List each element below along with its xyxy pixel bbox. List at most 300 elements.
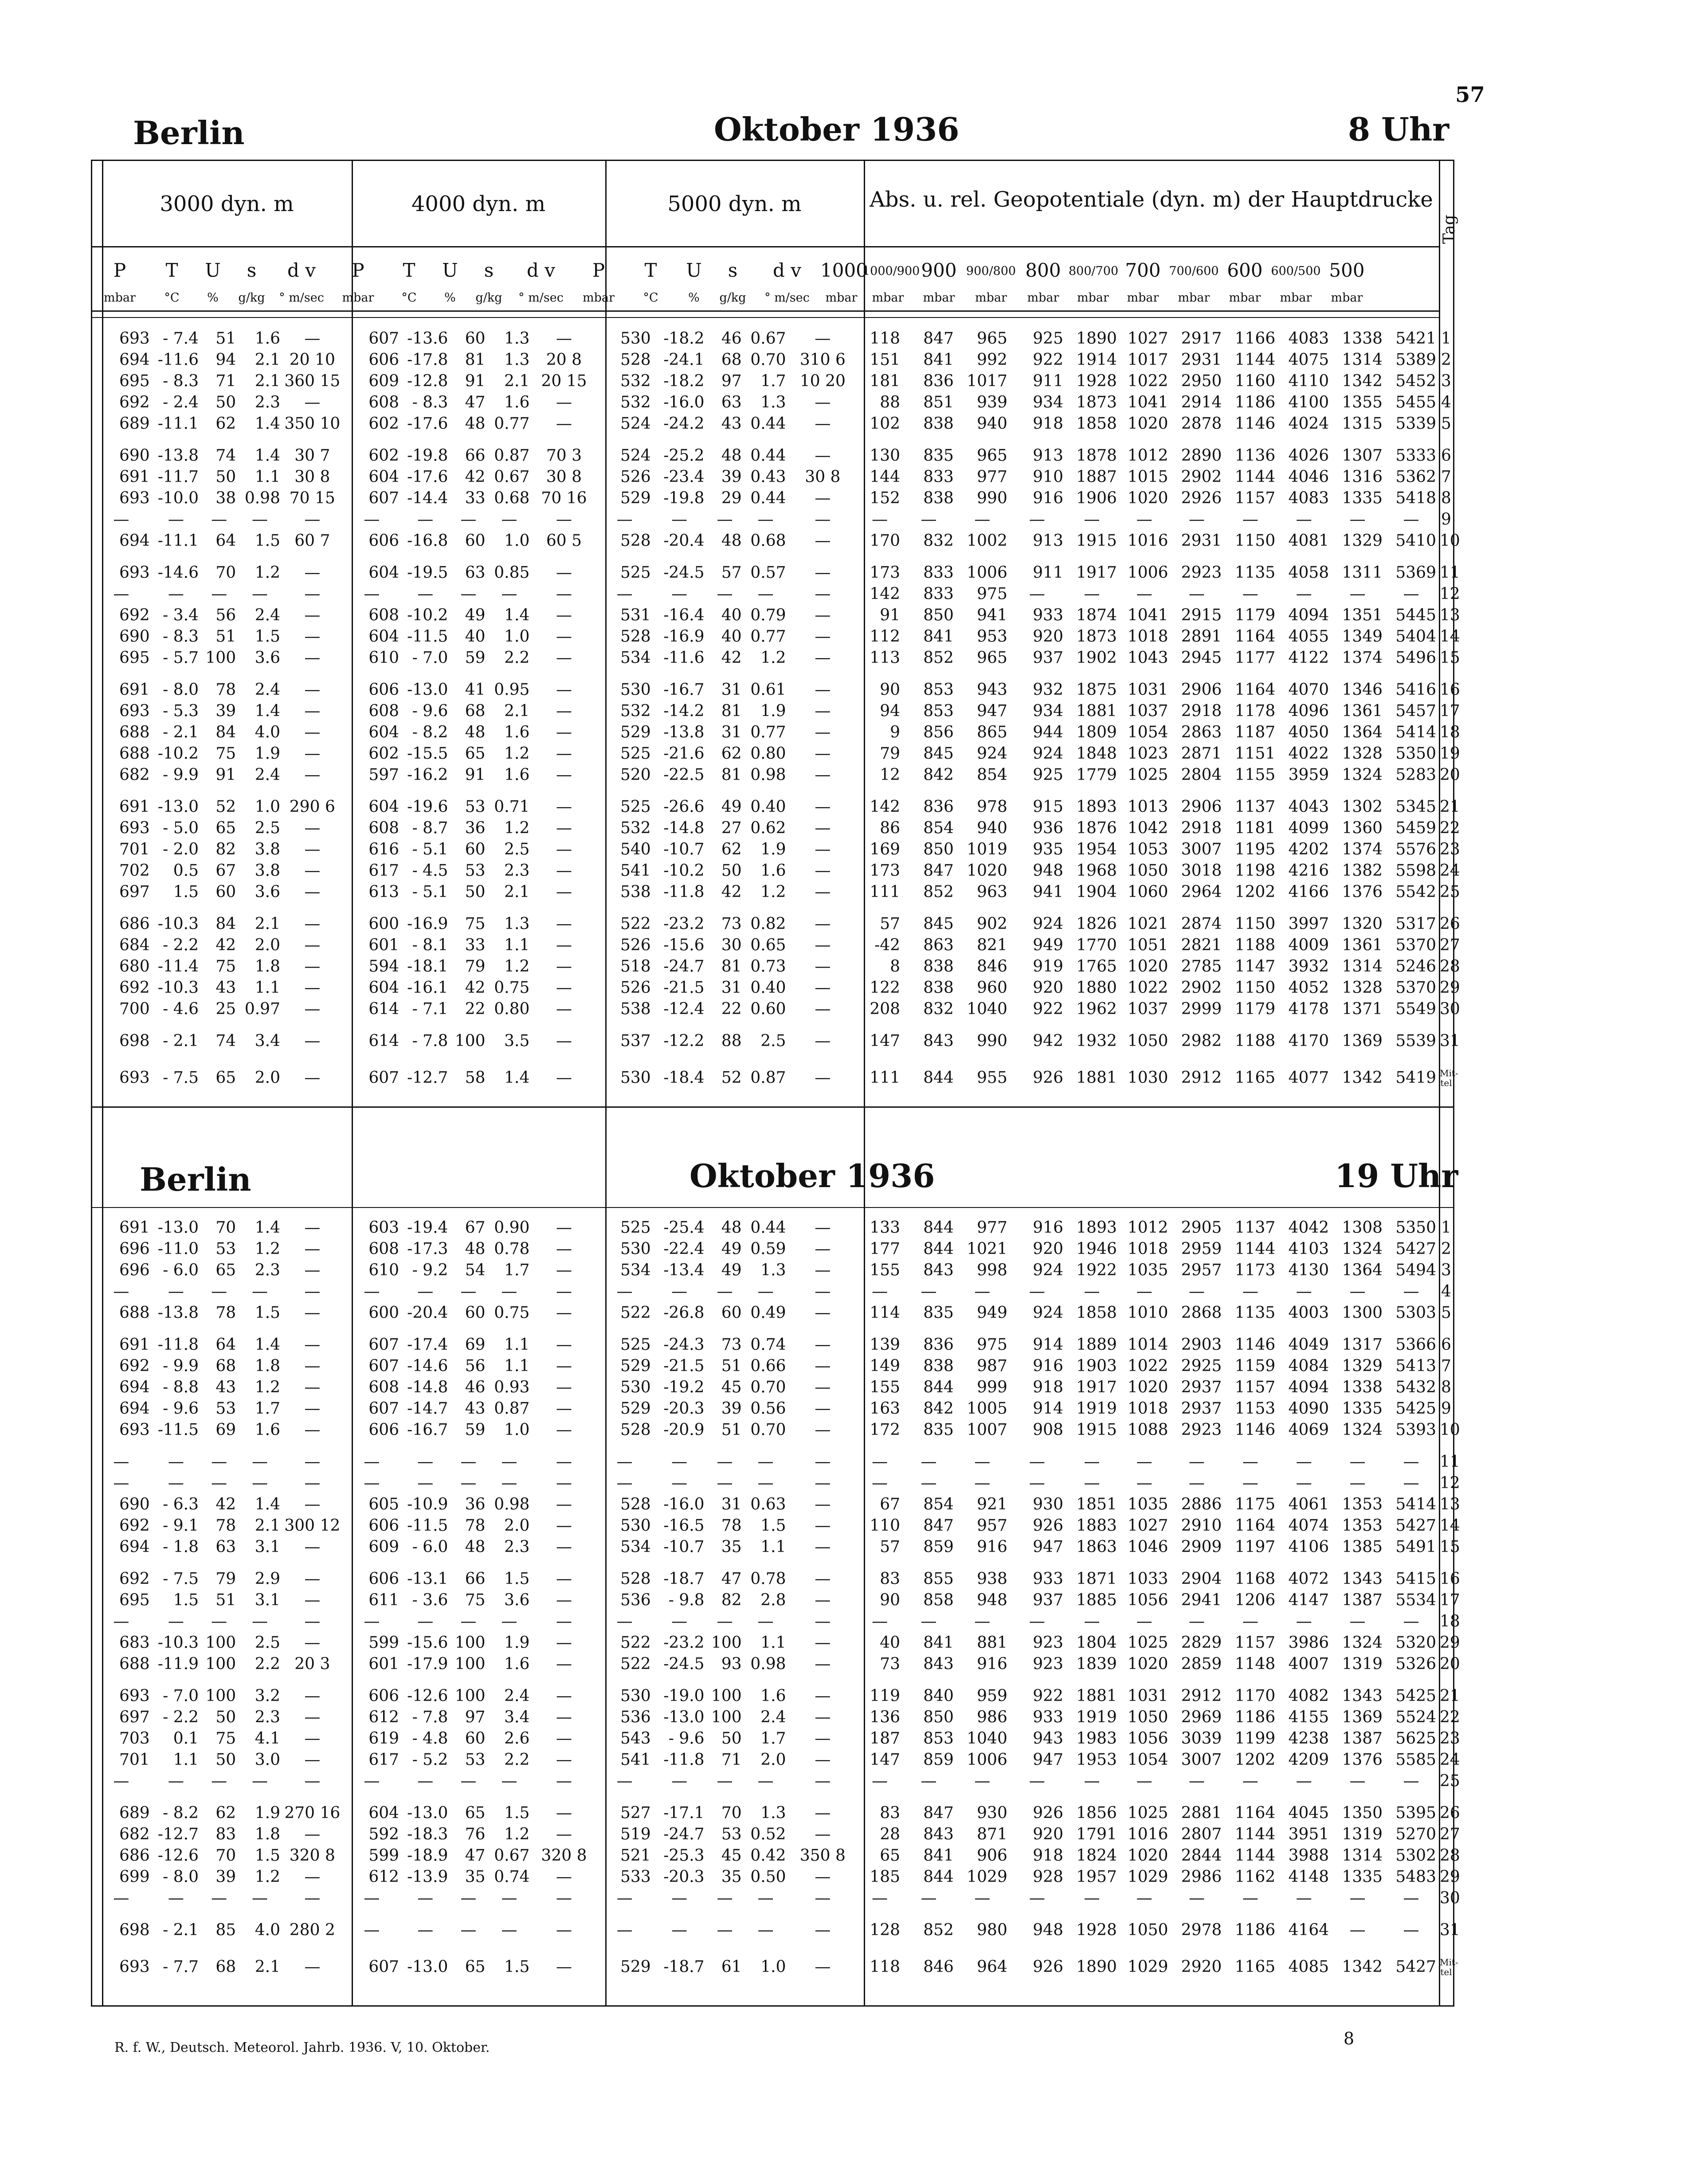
table-cell: 980 xyxy=(977,1921,1007,1939)
table-cell: 4202 xyxy=(1288,840,1329,859)
table-row xyxy=(91,1398,1454,1419)
table-cell: 2874 xyxy=(1181,915,1222,933)
table-row xyxy=(91,1686,1454,1707)
table-cell: — xyxy=(556,1708,572,1726)
day-cell: 15 xyxy=(1439,649,1460,667)
table-cell: 2.1 xyxy=(255,1517,280,1535)
table-cell: -20.3 xyxy=(663,1868,705,1886)
table-cell: 1.6 xyxy=(255,1421,280,1439)
table-cell: 682 xyxy=(119,1825,150,1843)
table-cell: 1054 xyxy=(1127,723,1168,741)
table-cell: 2.4 xyxy=(255,606,280,624)
table-cell: 609 xyxy=(368,372,400,390)
table-cell: 850 xyxy=(923,606,954,624)
table-cell: 1040 xyxy=(967,1729,1007,1748)
table-cell: 60 xyxy=(465,840,486,859)
table-cell: -11.5 xyxy=(157,1421,199,1439)
table-cell: 2.6 xyxy=(504,1729,530,1748)
table-cell: 49 xyxy=(721,798,742,816)
table-cell: — xyxy=(815,1772,831,1790)
table-cell: 844 xyxy=(923,1868,954,1886)
table-cell: 821 xyxy=(977,936,1007,954)
table-cell: 68 xyxy=(215,1958,236,1976)
table-cell: — xyxy=(556,1261,572,1279)
table-cell: — xyxy=(1029,1453,1045,1471)
table-cell: — xyxy=(211,585,227,603)
table-cell: — xyxy=(616,1612,633,1631)
table-cell: 4052 xyxy=(1288,979,1329,997)
table-cell: — xyxy=(304,766,321,784)
table-cell: 2.3 xyxy=(504,1538,530,1556)
table-cell: 1.9 xyxy=(760,840,786,859)
table-cell: 1146 xyxy=(1234,1421,1276,1439)
table-row xyxy=(91,584,1454,605)
table-cell: 1355 xyxy=(1342,393,1383,412)
table-cell: — xyxy=(556,1517,572,1535)
table-cell: — xyxy=(815,627,831,646)
table-cell: 84 xyxy=(215,723,236,741)
row-gap xyxy=(91,435,1454,445)
table-cell: 616 xyxy=(368,840,400,859)
table-cell: — xyxy=(556,627,572,646)
table-cell: — xyxy=(556,1655,572,1673)
table-cell: — xyxy=(556,564,572,582)
table-cell: 100 xyxy=(711,1634,742,1652)
table-cell: 5362 xyxy=(1395,468,1436,486)
table-cell: 611 xyxy=(368,1591,400,1609)
table-cell: 5317 xyxy=(1395,915,1436,933)
table-cell: 2926 xyxy=(1181,489,1222,507)
table-cell: — xyxy=(556,1751,572,1769)
table-cell: — xyxy=(815,1538,831,1556)
table-cell: 533 xyxy=(620,1868,651,1886)
table-cell: 4103 xyxy=(1288,1240,1329,1258)
table-cell: -12.2 xyxy=(663,1032,705,1050)
table-cell: 1006 xyxy=(967,564,1007,582)
table-cell: 0.40 xyxy=(750,798,786,816)
table-cell: 1361 xyxy=(1342,936,1383,954)
table-cell: — xyxy=(815,1655,831,1673)
table-cell: 1027 xyxy=(1127,329,1168,348)
table-cell: 520 xyxy=(620,766,651,784)
table-cell: — xyxy=(717,1889,733,1907)
table-cell: 933 xyxy=(1033,1570,1063,1588)
unit-2-4: ° m/sec xyxy=(764,291,810,305)
table-cell: 1.6 xyxy=(504,766,530,784)
table-row xyxy=(91,467,1454,488)
table-cell: 5425 xyxy=(1395,1400,1436,1418)
table-cell: 1954 xyxy=(1076,840,1117,859)
table-cell: 5534 xyxy=(1395,1591,1436,1609)
table-cell: — xyxy=(556,1591,572,1609)
table-cell: 0.68 xyxy=(494,489,530,507)
table-cell: 529 xyxy=(620,1357,651,1375)
table-cell: 65 xyxy=(465,745,486,763)
day-cell: 15 xyxy=(1439,1538,1460,1556)
table-row xyxy=(91,371,1454,392)
table-cell: 2931 xyxy=(1181,532,1222,550)
table-cell: — xyxy=(556,862,572,880)
table-cell: 617 xyxy=(368,1751,400,1769)
day-cell: 29 xyxy=(1439,979,1460,997)
table-cell: 1164 xyxy=(1234,1517,1276,1535)
table-cell: 838 xyxy=(923,1357,954,1375)
table-cell: -10.7 xyxy=(663,840,705,859)
table-cell: — xyxy=(815,1889,831,1907)
table-cell: — xyxy=(872,1282,888,1301)
table-cell: 0.70 xyxy=(750,351,786,369)
table-cell: 0.95 xyxy=(494,681,530,699)
table-cell: — xyxy=(417,1612,434,1631)
table-cell: - 7.7 xyxy=(163,1958,199,1976)
table-cell: 1342 xyxy=(1342,1069,1383,1087)
table-cell: — xyxy=(556,1538,572,1556)
table-cell: 1137 xyxy=(1234,1219,1276,1237)
table-cell: 1146 xyxy=(1234,415,1276,433)
table-cell: 68 xyxy=(721,351,742,369)
table-cell: 1.1 xyxy=(173,1751,199,1769)
table-cell: 10 20 xyxy=(799,372,846,390)
group-header-3000: 3000 dyn. m xyxy=(160,192,294,216)
table-cell: 1.1 xyxy=(760,1634,786,1652)
table-row xyxy=(91,1771,1454,1792)
table-cell: 1.5 xyxy=(504,1958,530,1976)
table-cell: 5542 xyxy=(1395,883,1436,901)
table-cell: -17.6 xyxy=(407,415,448,433)
table-cell: — xyxy=(556,766,572,784)
table-cell: — xyxy=(1296,1282,1312,1301)
table-cell: 607 xyxy=(368,329,400,348)
table-cell: — xyxy=(671,1453,688,1471)
table-cell: 2.1 xyxy=(255,1958,280,1976)
table-cell: 1017 xyxy=(967,372,1007,390)
table-cell: — xyxy=(113,1282,129,1301)
bottom-data-table xyxy=(91,1217,1460,1983)
table-cell: — xyxy=(1084,1282,1100,1301)
table-cell: 990 xyxy=(977,1032,1007,1050)
table-cell: — xyxy=(304,1729,321,1748)
table-cell: 1314 xyxy=(1342,957,1383,976)
table-cell: -17.3 xyxy=(407,1240,448,1258)
table-cell: 1.3 xyxy=(504,329,530,348)
table-cell: 1851 xyxy=(1076,1495,1117,1513)
table-cell: 5283 xyxy=(1395,766,1436,784)
table-cell: — xyxy=(1242,1282,1258,1301)
table-cell: — xyxy=(556,649,572,667)
day-cell: 25 xyxy=(1439,883,1460,901)
table-cell: 48 xyxy=(721,532,742,550)
subheader-geo-9: 600/500 xyxy=(1271,264,1321,278)
table-cell: — xyxy=(460,1282,477,1301)
table-cell: 1914 xyxy=(1076,351,1117,369)
table-cell: - 8.0 xyxy=(163,681,199,699)
table-cell: 525 xyxy=(620,1219,651,1237)
table-cell: 5427 xyxy=(1395,1240,1436,1258)
table-cell: 518 xyxy=(620,957,651,976)
table-cell: 688 xyxy=(119,1304,150,1322)
table-cell: 63 xyxy=(215,1538,236,1556)
table-cell: — xyxy=(304,979,321,997)
table-cell: 82 xyxy=(721,1591,742,1609)
table-cell: 149 xyxy=(870,1357,901,1375)
table-cell: — xyxy=(304,1357,321,1375)
table-cell: — xyxy=(168,1612,184,1631)
table-cell: 530 xyxy=(620,681,651,699)
table-cell: -11.8 xyxy=(663,1751,705,1769)
table-cell: 50 xyxy=(215,468,236,486)
table-cell: 852 xyxy=(923,1921,954,1939)
table-cell: 67 xyxy=(880,1495,901,1513)
table-cell: 57 xyxy=(880,915,901,933)
table-cell: 528 xyxy=(620,627,651,646)
table-cell: — xyxy=(815,393,831,412)
subheader-0-2: U xyxy=(205,259,221,281)
table-cell: 1329 xyxy=(1342,532,1383,550)
table-cell: 1020 xyxy=(1127,489,1168,507)
table-cell: — xyxy=(1242,1889,1258,1907)
table-cell: -12.7 xyxy=(157,1825,199,1843)
table-cell: 0.93 xyxy=(494,1378,530,1396)
subheader-2-1: T xyxy=(644,259,657,281)
day-cell: 5 xyxy=(1441,415,1451,433)
table-cell: — xyxy=(113,1889,129,1907)
table-cell: — xyxy=(417,1921,434,1939)
table-cell: — xyxy=(304,862,321,880)
table-cell: 0.78 xyxy=(750,1570,786,1588)
table-cell: 1037 xyxy=(1127,1000,1168,1018)
table-cell: — xyxy=(501,1889,517,1907)
table-cell: 2.2 xyxy=(504,649,530,667)
table-cell: — xyxy=(252,1474,268,1492)
table-cell: 1188 xyxy=(1234,936,1276,954)
table-cell: 607 xyxy=(368,1336,400,1354)
table-cell: 1198 xyxy=(1234,862,1276,880)
table-row xyxy=(91,349,1454,371)
table-cell: 1.4 xyxy=(255,702,280,720)
table-cell: — xyxy=(717,1772,733,1790)
table-cell: 76 xyxy=(465,1825,486,1843)
table-cell: 1178 xyxy=(1234,702,1276,720)
table-cell: — xyxy=(717,1282,733,1301)
bottom-month-title: Oktober 1936 xyxy=(689,1157,935,1195)
table-cell: 1343 xyxy=(1342,1687,1383,1705)
table-cell: -11.1 xyxy=(157,415,199,433)
table-cell: 4049 xyxy=(1288,1336,1329,1354)
table-cell: 0.62 xyxy=(750,819,786,837)
table-cell: 5598 xyxy=(1395,862,1436,880)
table-cell: 1.6 xyxy=(255,329,280,348)
table-cell: 525 xyxy=(620,745,651,763)
table-cell: — xyxy=(501,1612,517,1631)
table-cell: — xyxy=(417,510,434,529)
table-cell: 1361 xyxy=(1342,702,1383,720)
table-cell: 1315 xyxy=(1342,415,1383,433)
table-cell: — xyxy=(556,1868,572,1886)
table-cell: 2937 xyxy=(1181,1378,1222,1396)
table-cell: — xyxy=(113,1612,129,1631)
table-cell: -26.6 xyxy=(663,798,705,816)
table-cell: 3007 xyxy=(1181,840,1222,859)
table-cell: 602 xyxy=(368,447,400,465)
table-cell: 5625 xyxy=(1395,1729,1436,1748)
table-row xyxy=(91,999,1454,1020)
table-cell: — xyxy=(211,1889,227,1907)
table-cell: 1.1 xyxy=(760,1538,786,1556)
table-row xyxy=(91,1728,1454,1749)
table-cell: 75 xyxy=(215,957,236,976)
table-cell: — xyxy=(671,1921,688,1939)
table-cell: 0.87 xyxy=(750,1069,786,1087)
table-row xyxy=(91,839,1454,860)
table-cell: 833 xyxy=(923,468,954,486)
table-cell: 863 xyxy=(923,936,954,954)
table-cell: 947 xyxy=(977,702,1007,720)
subheader-geo-0: 1000 xyxy=(820,259,868,281)
table-cell: 5389 xyxy=(1395,351,1436,369)
table-cell: 60 5 xyxy=(546,532,582,550)
table-cell: 1042 xyxy=(1127,819,1168,837)
table-cell: -14.6 xyxy=(407,1357,448,1375)
table-cell: -19.8 xyxy=(407,447,448,465)
table-cell: — xyxy=(460,1772,477,1790)
table-cell: 835 xyxy=(923,1304,954,1322)
table-cell: — xyxy=(1188,1282,1205,1301)
table-cell: 4085 xyxy=(1288,1958,1329,1976)
table-cell: -10.7 xyxy=(663,1538,705,1556)
table-cell: — xyxy=(556,1889,572,1907)
table-cell: 940 xyxy=(977,415,1007,433)
table-cell: 43 xyxy=(465,1400,486,1418)
day-cell: 24 xyxy=(1439,862,1460,880)
table-cell: 49 xyxy=(721,1261,742,1279)
table-cell: 693 xyxy=(119,702,150,720)
table-cell: 66 xyxy=(465,1570,486,1588)
table-cell: 913 xyxy=(1033,447,1063,465)
table-cell: 1025 xyxy=(1127,766,1168,784)
table-cell: 60 xyxy=(215,883,236,901)
table-cell: 60 7 xyxy=(294,532,330,550)
table-cell: 1.6 xyxy=(504,1655,530,1673)
table-cell: 78 xyxy=(721,1517,742,1535)
section-divider xyxy=(91,1106,1454,1108)
table-cell: 1328 xyxy=(1342,979,1383,997)
table-cell: — xyxy=(717,1921,733,1939)
day-cell: 2 xyxy=(1441,1240,1451,1258)
table-cell: — xyxy=(211,1474,227,1492)
table-cell: 53 xyxy=(721,1825,742,1843)
table-cell: 1.5 xyxy=(255,627,280,646)
table-cell: 270 16 xyxy=(284,1804,341,1822)
table-cell: — xyxy=(556,1804,572,1822)
table-cell: — xyxy=(556,1825,572,1843)
table-cell: — xyxy=(556,1453,572,1471)
table-cell: 944 xyxy=(1033,723,1063,741)
day-cell: 21 xyxy=(1439,1687,1460,1705)
table-cell: 1904 xyxy=(1076,883,1117,901)
table-row xyxy=(91,765,1454,786)
table-cell: — xyxy=(1188,1772,1205,1790)
table-cell: 1153 xyxy=(1234,1400,1276,1418)
table-cell: — xyxy=(304,564,321,582)
table-cell: 913 xyxy=(1033,532,1063,550)
table-cell: 3.4 xyxy=(255,1032,280,1050)
table-cell: -16.1 xyxy=(407,979,448,997)
table-cell: 3.8 xyxy=(255,862,280,880)
unit-0-2: % xyxy=(207,291,219,305)
table-cell: 50 xyxy=(215,1751,236,1769)
table-cell: 100 xyxy=(205,1687,236,1705)
table-cell: — xyxy=(815,1357,831,1375)
table-cell: — xyxy=(921,1453,937,1471)
table-cell: 35 xyxy=(721,1868,742,1886)
table-cell: 1319 xyxy=(1342,1825,1383,1843)
table-cell: 142 xyxy=(870,585,901,603)
table-cell: 1031 xyxy=(1127,1687,1168,1705)
table-row xyxy=(91,413,1454,435)
table-cell: 2.2 xyxy=(255,1655,280,1673)
table-cell: 2959 xyxy=(1181,1240,1222,1258)
table-cell: — xyxy=(556,1421,572,1439)
table-cell: -14.2 xyxy=(663,702,705,720)
table-cell: 4148 xyxy=(1288,1868,1329,1886)
table-cell: 5333 xyxy=(1395,447,1436,465)
day-cell: 9 xyxy=(1441,1400,1451,1418)
table-cell: 1053 xyxy=(1127,840,1168,859)
table-cell: 0.70 xyxy=(750,1421,786,1439)
table-cell: 65 xyxy=(465,1958,486,1976)
table-cell: 960 xyxy=(977,979,1007,997)
table-cell: 73 xyxy=(721,915,742,933)
table-cell: 916 xyxy=(977,1655,1007,1673)
table-cell: 78 xyxy=(215,681,236,699)
row-gap xyxy=(91,1441,1454,1451)
table-cell: — xyxy=(974,1474,991,1492)
table-cell: 43 xyxy=(215,1378,236,1396)
table-cell: 594 xyxy=(368,957,400,976)
table-cell: 0.70 xyxy=(750,1378,786,1396)
table-cell: 528 xyxy=(620,1495,651,1513)
table-cell: 113 xyxy=(870,649,901,667)
table-cell: 608 xyxy=(368,393,400,412)
table-cell: — xyxy=(757,1772,774,1790)
table-cell: 5549 xyxy=(1395,1000,1436,1018)
table-cell: 75 xyxy=(465,915,486,933)
table-cell: — xyxy=(364,510,380,529)
table-cell: 64 xyxy=(215,532,236,550)
table-cell: — xyxy=(304,723,321,741)
table-cell: 692 xyxy=(119,393,150,412)
table-cell: 692 xyxy=(119,1570,150,1588)
table-cell: — xyxy=(616,1282,633,1301)
table-cell: — xyxy=(501,1474,517,1492)
table-cell: 2807 xyxy=(1181,1825,1222,1843)
table-cell: 1374 xyxy=(1342,649,1383,667)
table-cell: 686 xyxy=(119,915,150,933)
group-header-geopotential: Abs. u. rel. Geopotentiale (dyn. m) der Hauptdrucke xyxy=(870,187,1433,212)
table-cell: — xyxy=(815,1219,831,1237)
table-cell: 1343 xyxy=(1342,1570,1383,1588)
table-cell: — xyxy=(501,510,517,529)
table-cell: — xyxy=(1084,1612,1100,1631)
row-gap xyxy=(91,1324,1454,1334)
table-cell: 1919 xyxy=(1076,1708,1117,1726)
table-cell: 926 xyxy=(1033,1804,1063,1822)
day-cell: 14 xyxy=(1439,627,1460,646)
table-cell: — xyxy=(460,1612,477,1631)
table-cell: — xyxy=(304,585,321,603)
table-cell: 1.3 xyxy=(504,915,530,933)
table-cell: — xyxy=(1242,1474,1258,1492)
